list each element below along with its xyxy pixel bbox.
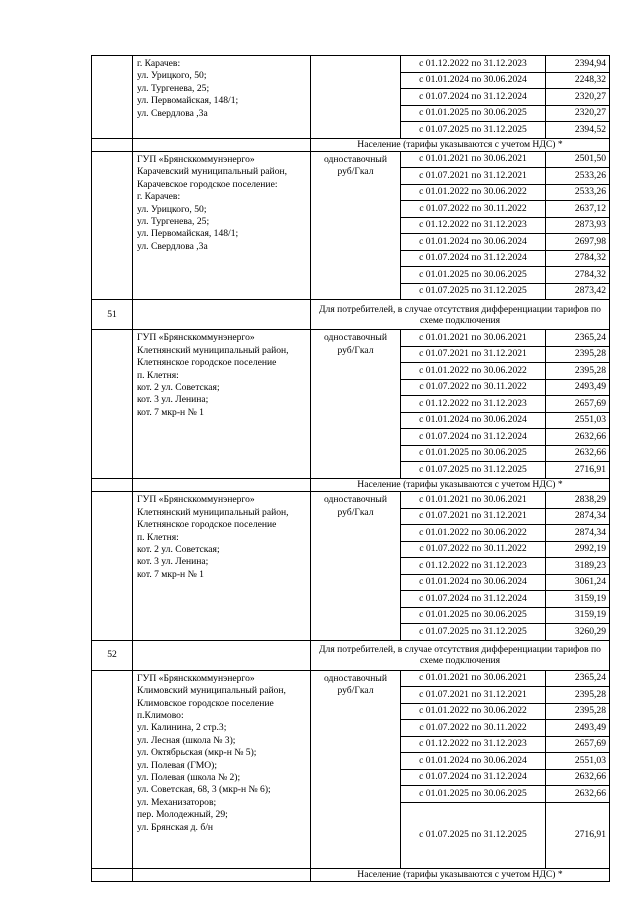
tariff-value: 2394,52 <box>546 122 610 139</box>
period-cell: с 01.01.2021 по 30.06.2021 <box>401 151 546 168</box>
table-row <box>92 670 610 687</box>
tariff-value: 2873,42 <box>546 283 610 300</box>
period-cell: с 01.07.2025 по 31.12.2025 <box>401 624 546 641</box>
table-row <box>92 640 610 670</box>
organization-line: кот. 7 мкр-н № 1 <box>137 406 204 418</box>
tariff-value: 2874,34 <box>546 525 610 542</box>
period-cell: с 01.07.2024 по 31.12.2024 <box>401 591 546 608</box>
period-cell: с 01.01.2025 по 30.06.2025 <box>401 607 546 624</box>
section-number: 52 <box>92 640 133 670</box>
tariff-value: 2365,24 <box>546 670 610 687</box>
organization-line: Карачевское городское поселение: <box>137 178 278 190</box>
period-cell: с 01.01.2024 по 30.06.2024 <box>401 574 546 591</box>
period-cell: с 01.01.2022 по 30.06.2022 <box>401 703 546 720</box>
tariff-value: 2992,19 <box>546 541 610 558</box>
tariff-value: 2533,26 <box>546 184 610 201</box>
organization-line: кот. 3 ул. Ленина; <box>137 394 209 406</box>
organization-cell <box>133 138 311 151</box>
period-cell: с 01.07.2025 по 31.12.2025 <box>401 462 546 479</box>
table-row <box>92 300 610 330</box>
tariff-value: 2395,28 <box>546 363 610 380</box>
tariff-value: 2365,24 <box>546 330 610 347</box>
organization-line: ул. Урицкого, 50; <box>137 70 207 82</box>
tariff-value: 2493,49 <box>546 379 610 396</box>
tariff-value: 2874,34 <box>546 508 610 525</box>
tariff-value: 2320,27 <box>546 105 610 122</box>
tariff-value: 3159,19 <box>546 607 610 624</box>
rate-type-line: руб/Гкал <box>337 166 374 178</box>
organization-line: кот. 2 ул. Советская; <box>137 382 220 394</box>
organization-line: Клетнянский муниципальный район, <box>137 506 289 518</box>
table-row <box>92 478 610 491</box>
rate-type-cell <box>311 670 401 868</box>
tariff-value: 2716,91 <box>546 462 610 479</box>
organization-line: г. Карачев: <box>137 191 181 203</box>
section-number: 51 <box>92 300 133 330</box>
organization-cell <box>133 670 311 868</box>
organization-line: кот. 2 ул. Советская; <box>137 543 220 555</box>
organization-line: ул. Октябрьская (мкр-н № 5); <box>137 747 257 759</box>
rate-type-line: одноставочный <box>324 332 387 344</box>
organization-line: ГУП «Брянсккоммунэнерго» <box>137 332 255 344</box>
organization-line: ул. Полевая (школа № 2); <box>137 772 241 784</box>
rate-type-line: руб/Гкал <box>337 685 374 697</box>
consumers-header: Для потребителей, в случае отсутствия дифференциации тарифов по схеме подключения <box>311 300 610 330</box>
period-cell: с 01.07.2024 по 31.12.2024 <box>401 429 546 446</box>
tariff-value: 2657,69 <box>546 736 610 753</box>
period-cell: с 01.07.2022 по 30.11.2022 <box>401 541 546 558</box>
period-cell: с 01.12.2022 по 31.12.2023 <box>401 396 546 413</box>
organization-line: ул. Механизаторов; <box>137 796 217 808</box>
rate-type-cell <box>311 330 401 479</box>
tariff-value: 2551,03 <box>546 412 610 429</box>
tariff-value: 2716,91 <box>546 802 610 868</box>
organization-cell <box>133 151 311 300</box>
tariff-value: 2632,66 <box>546 429 610 446</box>
tariff-value: 2248,32 <box>546 72 610 89</box>
organization-line: п. Клетня: <box>137 531 179 543</box>
organization-line: п. Клетня: <box>137 369 179 381</box>
organization-line: ГУП «Брянсккоммунэнерго» <box>137 153 255 165</box>
row-number-cell <box>92 330 133 479</box>
period-cell: с 01.07.2021 по 31.12.2021 <box>401 346 546 363</box>
organization-cell <box>133 492 311 641</box>
period-cell: с 01.01.2022 по 30.06.2022 <box>401 184 546 201</box>
organization-line: Клетнянский муниципальный район, <box>137 344 289 356</box>
tariff-table-body <box>92 56 610 882</box>
organization-line: кот. 7 мкр-н № 1 <box>137 568 204 580</box>
tariff-value: 2657,69 <box>546 396 610 413</box>
rate-type-cell <box>311 56 401 139</box>
organization-line: Карачевский муниципальный район, <box>137 166 288 178</box>
consumers-header: Для потребителей, в случае отсутствия дифференциации тарифов по схеме подключения <box>311 640 610 670</box>
organization-line: ул. Свердлова ,3а <box>137 107 208 119</box>
organization-line: ГУП «Брянсккоммунэнерго» <box>137 494 255 506</box>
row-number-cell <box>92 478 133 491</box>
rate-type-line: одноставочный <box>324 153 387 165</box>
period-cell: с 01.01.2024 по 30.06.2024 <box>401 234 546 251</box>
population-note: Население (тарифы указываются с учетом НДС) * <box>311 478 610 491</box>
organization-cell <box>133 640 311 670</box>
period-cell: с 01.07.2025 по 31.12.2025 <box>401 283 546 300</box>
organization-cell <box>133 868 311 881</box>
row-number-cell <box>92 56 133 139</box>
tariff-value: 2838,29 <box>546 492 610 509</box>
period-cell: с 01.07.2025 по 31.12.2025 <box>401 122 546 139</box>
period-cell: с 01.07.2024 по 31.12.2024 <box>401 89 546 106</box>
tariff-value: 2395,28 <box>546 703 610 720</box>
tariff-value: 2394,94 <box>546 56 610 73</box>
organization-line: ул. Тургенева, 25; <box>137 215 210 227</box>
tariff-value: 2632,66 <box>546 769 610 786</box>
tariff-value: 2395,28 <box>546 346 610 363</box>
rate-type-line: одноставочный <box>324 672 387 684</box>
tariff-value: 2320,27 <box>546 89 610 106</box>
period-cell: с 01.07.2022 по 30.11.2022 <box>401 720 546 737</box>
period-cell: с 01.01.2025 по 30.06.2025 <box>401 786 546 803</box>
organization-line: ул. Полевая (ГМО); <box>137 759 218 771</box>
population-note: Население (тарифы указываются с учетом НДС) * <box>311 138 610 151</box>
rate-type-line: руб/Гкал <box>337 506 374 518</box>
tariff-value: 2784,32 <box>546 267 610 284</box>
organization-line: ул. Свердлова ,3а <box>137 240 208 252</box>
tariff-value: 3159,19 <box>546 591 610 608</box>
organization-line: Клетнянское городское поселение <box>137 357 277 369</box>
period-cell: с 01.12.2022 по 31.12.2023 <box>401 558 546 575</box>
period-cell: с 01.07.2022 по 30.11.2022 <box>401 201 546 218</box>
tariff-value: 2784,32 <box>546 250 610 267</box>
tariff-value: 3260,29 <box>546 624 610 641</box>
organization-cell <box>133 300 311 330</box>
rate-type-line: руб/Гкал <box>337 344 374 356</box>
row-number-cell <box>92 868 133 881</box>
period-cell: с 01.01.2025 по 30.06.2025 <box>401 445 546 462</box>
period-cell: с 01.01.2021 по 30.06.2021 <box>401 330 546 347</box>
period-cell: с 01.01.2021 по 30.06.2021 <box>401 670 546 687</box>
period-cell: с 01.01.2025 по 30.06.2025 <box>401 267 546 284</box>
period-cell: с 01.07.2025 по 31.12.2025 <box>401 802 546 868</box>
table-row <box>92 138 610 151</box>
tariff-value: 2632,66 <box>546 445 610 462</box>
organization-line: п.Климово: <box>137 710 184 722</box>
period-cell: с 01.01.2024 по 30.06.2024 <box>401 753 546 770</box>
period-cell: с 01.07.2024 по 31.12.2024 <box>401 769 546 786</box>
period-cell: с 01.07.2021 по 31.12.2021 <box>401 508 546 525</box>
tariff-value: 3061,24 <box>546 574 610 591</box>
tariff-value: 2551,03 <box>546 753 610 770</box>
period-cell: с 01.01.2025 по 30.06.2025 <box>401 105 546 122</box>
tariff-value: 2493,49 <box>546 720 610 737</box>
organization-cell <box>133 478 311 491</box>
period-cell: с 01.01.2022 по 30.06.2022 <box>401 525 546 542</box>
table-row <box>92 151 610 168</box>
tariff-value: 2501,50 <box>546 151 610 168</box>
table-row <box>92 868 610 881</box>
population-note: Население (тарифы указываются с учетом НДС) * <box>311 868 610 881</box>
table-row <box>92 330 610 347</box>
table-row <box>92 56 610 73</box>
table-row <box>92 492 610 509</box>
organization-line: Климовское городское поселение <box>137 697 274 709</box>
tariff-value: 2395,28 <box>546 687 610 704</box>
tariff-value: 3189,23 <box>546 558 610 575</box>
organization-line: ул. Калинина, 2 стр.3; <box>137 722 227 734</box>
rate-type-cell <box>311 151 401 300</box>
period-cell: с 01.07.2024 по 31.12.2024 <box>401 250 546 267</box>
organization-line: ул. Брянская д. б/н <box>137 821 214 833</box>
organization-line: ул. Советская, 68, 3 (мкр-н № 6); <box>137 784 271 796</box>
organization-line: ул. Тургенева, 25; <box>137 82 210 94</box>
rate-type-cell <box>311 492 401 641</box>
organization-line: Клетнянское городское поселение <box>137 519 277 531</box>
row-number-cell <box>92 670 133 868</box>
period-cell: с 01.07.2021 по 31.12.2021 <box>401 168 546 185</box>
tariff-document <box>91 55 609 882</box>
period-cell: с 01.01.2024 по 30.06.2024 <box>401 72 546 89</box>
tariff-table <box>91 55 610 882</box>
tariff-value: 2533,26 <box>546 168 610 185</box>
organization-line: кот. 3 ул. Ленина; <box>137 556 209 568</box>
organization-line: пер. Молодежный, 29; <box>137 809 228 821</box>
period-cell: с 01.07.2022 по 30.11.2022 <box>401 379 546 396</box>
tariff-value: 2873,93 <box>546 217 610 234</box>
organization-line: ул. Первомайская, 148/1; <box>137 95 239 107</box>
period-cell: с 01.01.2024 по 30.06.2024 <box>401 412 546 429</box>
period-cell: с 01.12.2022 по 31.12.2023 <box>401 736 546 753</box>
organization-line: ул. Лесная (школа № 3); <box>137 734 236 746</box>
rate-type-line: одноставочный <box>324 494 387 506</box>
period-cell: с 01.12.2022 по 31.12.2023 <box>401 217 546 234</box>
row-number-cell <box>92 151 133 300</box>
organization-cell <box>133 330 311 479</box>
tariff-value: 2697,98 <box>546 234 610 251</box>
tariff-value: 2637,12 <box>546 201 610 218</box>
period-cell: с 01.07.2021 по 31.12.2021 <box>401 687 546 704</box>
organization-line: ГУП «Брянсккоммунэнерго» <box>137 672 255 684</box>
period-cell: с 01.01.2021 по 30.06.2021 <box>401 492 546 509</box>
row-number-cell <box>92 138 133 151</box>
organization-line: г. Карачев: <box>137 58 181 69</box>
tariff-value: 2632,66 <box>546 786 610 803</box>
organization-line: ул. Первомайская, 148/1; <box>137 228 239 240</box>
organization-line: Климовский муниципальный район, <box>137 685 286 697</box>
period-cell: с 01.12.2022 по 31.12.2023 <box>401 56 546 73</box>
period-cell: с 01.01.2022 по 30.06.2022 <box>401 363 546 380</box>
organization-cell <box>133 56 311 139</box>
organization-line: ул. Урицкого, 50; <box>137 203 207 215</box>
row-number-cell <box>92 492 133 641</box>
